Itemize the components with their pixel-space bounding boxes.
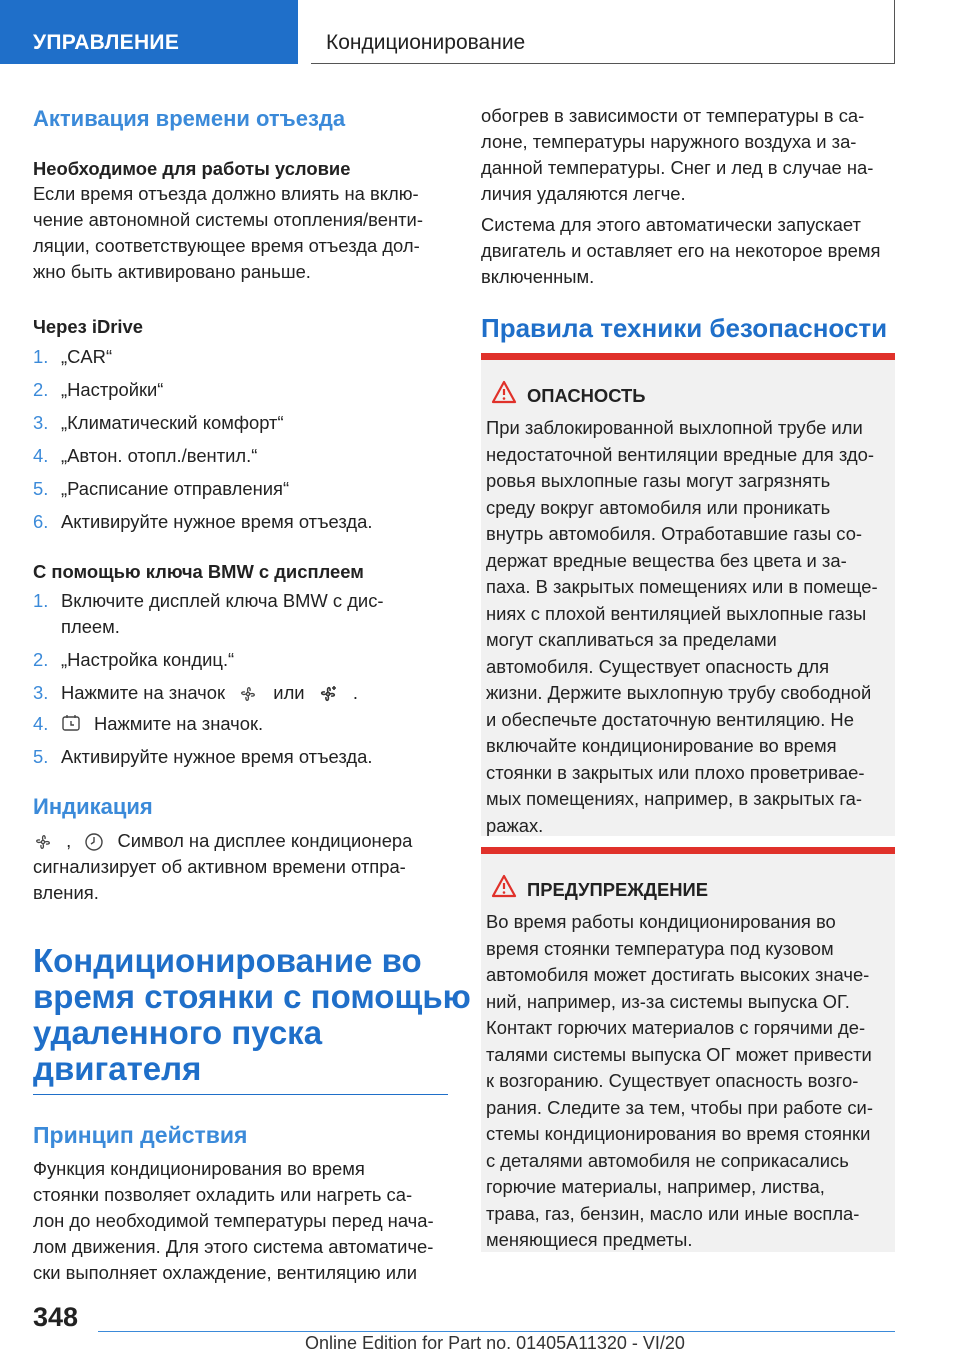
danger-box [481,353,895,836]
heading-key-display: С помощью ключа BMW с дисплеем [33,561,364,582]
timer-icon [61,714,83,734]
fan-icon [238,684,258,704]
heading-departure-activation: Активация времени отъезда [33,106,346,131]
indication-line: , Символ на дисплее кондиционера [33,828,412,854]
header-chapter-tab [311,0,895,64]
condition-text: Если время отъезда должно влиять на вклю- чение автономной системы отопления/венти- ляции, соответствующее время отъезда дол- жно быть активировано раньше. [33,183,423,282]
danger-text: При заблокированной выхлопной трубе или недостаточной вентиляции вредные для здо- ровья выхлопные газы могут загрязнять среду вокруг автомобиля или проникать внутрь автомобиля. Отработавшие газы со- держат вредные вещества без цвета и за- паха. В закрытых помещениях или в помеще- ниях с плохой вентиляцией выхлопные газы могут скапливаться за пределами автомобиля. Существует опасность для жизни. Держите выхлопную трубу свободной и обеспечьте достаточную вентиляцию. Не включайте кондиционирование во время стоянки в закрытых или плохо проветривае- мых помещениях, например, в закрытых га- ражах. [486,417,878,836]
clock-icon [84,832,104,852]
warning-triangle-icon [491,380,517,404]
indication-text: сигнализирует об активном времени отпра- вления. [33,856,406,903]
heading-remote-climate: Кондиционирование во время стоянки с помощью удаленного пуска двигателя [33,942,471,1087]
header-section-label: УПРАВЛЕНИЕ [33,31,180,54]
danger-title: ОПАСНОСТЬ [527,385,646,406]
heading-condition: Необходимое для работы условие [33,158,351,179]
page-number: 348 [33,1302,79,1332]
warning-title: ПРЕДУПРЕЖДЕНИЕ [527,879,709,900]
warning-text: Во время работы кондиционирования во время стоянки температура под кузовом автомобиля может достигать высоких значе- ний, например, из-за системы выпуска ОГ. Контакт горючих материалов с горячими де- талями системы выпуска ОГ может привести к возгоранию. Существует опасность возго- рания. Следите за тем, чтобы при работе си- стемы кондиционирования во время стоянки с деталями автомобиля не соприкасались горючие материалы, например, листва, трава, газ, бензин, масло или иные воспла- меняющиеся предметы. [486,911,873,1250]
continuation-text: обогрев в зависимости от температуры в са- лоне, температуры наружного воздуха и за- данной температуры. Снег и лед в случае на- личия удаляются легче. [481,105,874,204]
heading-safety: Правила техники безопасности [481,313,888,343]
system-text: Система для этого автоматически запускает двигатель и оставляет его на некоторое время включенным. [481,214,881,287]
heading-indication: Индикация [33,794,153,819]
footer-rule [98,1331,895,1332]
principle-text: Функция кондиционирования во время стоянки позволяет охладить или нагреть са- лон до необходимой температуры перед нача- лом движения. Для этого система автоматиче- ски выполняет охлаждение, вентиляцию или [33,1158,434,1283]
heading-idrive: Через iDrive [33,316,143,337]
section-divider [33,1094,448,1095]
footer-edition: Online Edition for Part no. 01405A11320 - VI/20 [305,1333,685,1353]
header-chapter-label: Кондиционирование [326,31,526,54]
heading-principle: Принцип действия [33,1122,248,1148]
warning-triangle-icon [491,874,517,898]
fan-icon [33,832,53,852]
header-section-tab [0,0,298,64]
warning-box [481,847,895,1252]
fan-snowflake-icon [318,684,338,704]
